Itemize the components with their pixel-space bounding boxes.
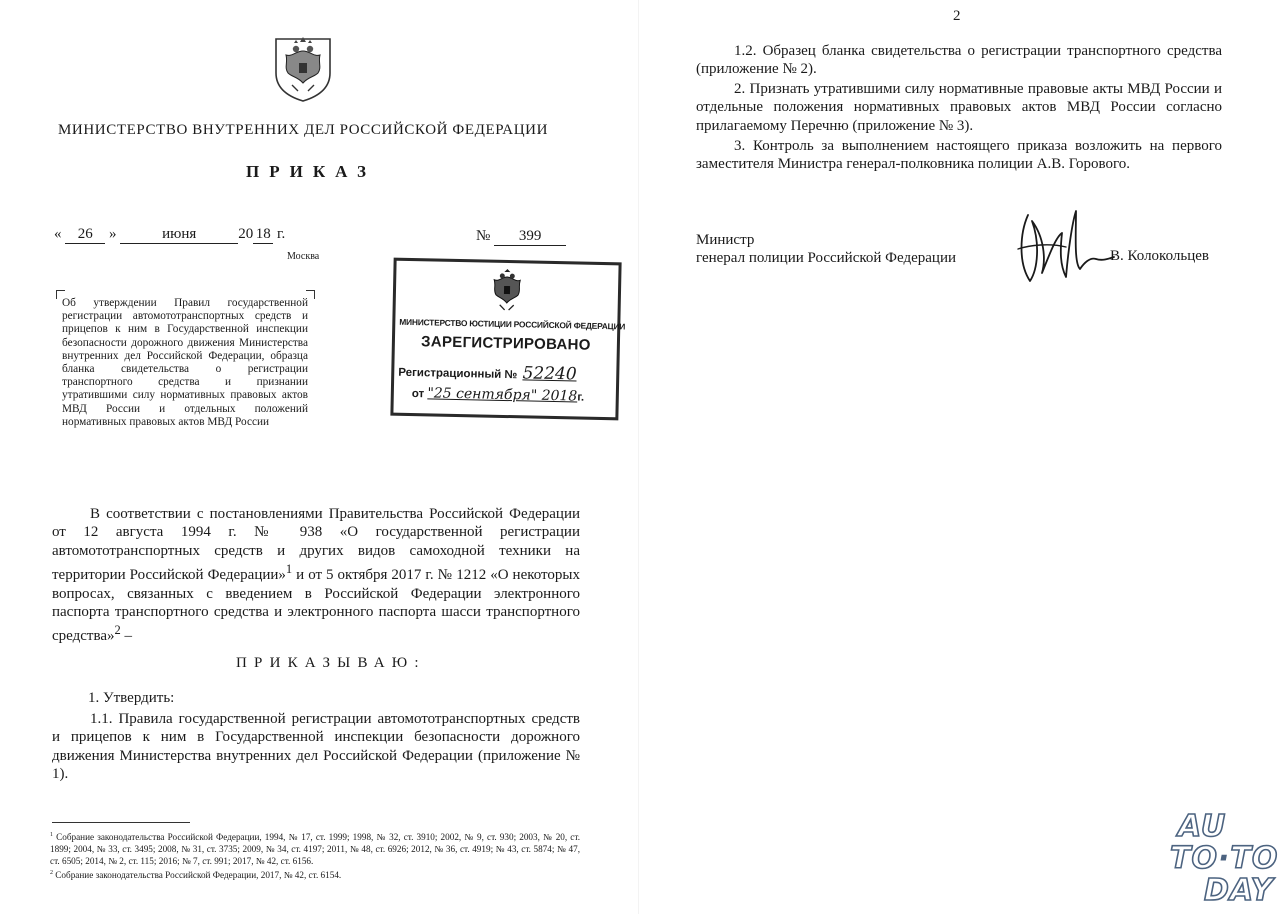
footnote-ref-1: 1: [285, 562, 293, 577]
footnotes: [50, 829, 580, 881]
preamble-part-3: –: [120, 628, 133, 645]
watermark-line-2: [1170, 841, 1279, 876]
stamp-date-value: "25 сентября" 2018: [427, 385, 578, 405]
stamp-date-line: [412, 385, 585, 405]
footnote-ref-2: 2: [114, 623, 121, 638]
minister-name: В. Колокольцев: [1110, 248, 1209, 264]
stamp-status: ЗАРЕГИСТРИРОВАНО: [420, 333, 591, 354]
order-subject: Об утверждении Правил государственной регистрации автомототранспортных средств и прицепов к ним в Государственной инспекции безопасности дорожного движения Министерства внутренних дел Российской Федерации, образца бланка свидетельства о регистрации транспортного средства и признании утратившими силу нормативных правовых актов МВД России и отдельных положений нормативных правовых актов МВД России: [62, 297, 308, 428]
coat-of-arms-icon: [272, 33, 334, 103]
stamp-reg-number-line: [398, 361, 577, 385]
preamble-part-2: и от 5 октября 2017 г. № 1212 «О некоторых вопросах, связанных с введением в Российской Федерации электронного паспорта транспортного средства и электронного паспорта шасси транспортного средства»: [52, 567, 580, 645]
number-label: №: [476, 228, 491, 244]
date-month: июня: [120, 226, 238, 244]
stamp-eagle-icon: [488, 269, 527, 312]
minister-title: [696, 231, 956, 267]
date-close-quote: »: [109, 226, 117, 242]
registration-stamp: [390, 258, 626, 421]
date-open-quote: «: [54, 226, 62, 242]
stamp-reg-label: Регистрационный №: [398, 366, 518, 382]
footnote-rule: [52, 822, 190, 823]
page-number: 2: [953, 8, 961, 24]
stamp-date-label: от: [411, 388, 425, 401]
watermark-dot-icon: ·: [1217, 841, 1231, 876]
preamble-paragraph: [52, 505, 580, 646]
date-year-mark: г.: [277, 226, 286, 242]
item-1-2: 1.2. Образец бланка свидетельства о регистрации транспортного средства (приложение № 2).: [696, 43, 1222, 78]
watermark-line-3: DAY: [1204, 873, 1274, 908]
item-3: 3. Контроль за выполнением настоящего приказа возложить на первого заместителя Министра генерал-полковника полиции А.В. Горового.: [696, 138, 1222, 173]
item-2: 2. Признать утратившими силу нормативные правовые акты МВД России и отдельные положения нормативных правовых актов МВД России согласно прилагаемому Перечню (приложение № 3).: [696, 81, 1222, 134]
minister-title-line-2: генерал полиции Российской Федерации: [696, 250, 957, 266]
date-year-prefix: 20: [238, 226, 254, 242]
watermark-line-2b: TO: [1230, 841, 1279, 876]
footnote-1-mark: 1: [50, 832, 53, 838]
decree-heading: ПРИКАЗЫВАЮ:: [236, 655, 426, 671]
item-1: 1. Утвердить:: [88, 690, 175, 706]
watermark-line-2a: TO: [1170, 841, 1218, 876]
order-title: ПРИКАЗ: [246, 162, 376, 181]
date-day: 26: [65, 226, 105, 244]
stamp-organization: МИНИСТЕРСТВО ЮСТИЦИИ РОССИЙСКОЙ ФЕДЕРАЦИИ: [399, 316, 626, 332]
watermark-line-1: AU: [1178, 809, 1227, 844]
order-number: [476, 228, 566, 246]
footnote-2-mark: 2: [50, 870, 53, 877]
date-year-suffix: 18: [253, 226, 273, 244]
footnote-1-text: Собрание законодательства Российской Федерации, 1994, № 17, ст. 1999; 1998, № 32, ст. 3910; 2002, № 9, ст. 930; 2003, № 20, ст. 1899; 2004, № 33, ст. 3495; 2008, № 31, ст. 3735; 2009, № 34, ст. 4197; 2011, № 48, ст. 6926; 2012, № 36, ст. 4919; № 43, ст. 5874; № 47, ст. 6505; 2014, № 2, ст. 115; 2016; № 7, ст. 991; 2017, № 42, ст. 6156.: [50, 832, 580, 867]
order-date: [54, 226, 285, 244]
item-1-1: 1.1. Правила государственной регистрации автомототранспортных средств и прицепов к ним в Государственной инспекции безопасности дорожного движения Министерства внутренних дел Российской Федерации (приложение № 1).: [52, 711, 580, 783]
stamp-date-suffix: г.: [577, 391, 585, 404]
number-value: 399: [494, 228, 566, 246]
handwritten-signature: [1010, 203, 1120, 289]
footnote-2-text: Собрание законодательства Российской Федерации, 2017, № 42, ст. 6154.: [55, 870, 342, 881]
preamble-part-1: В соответствии с постановлениями Правительства Российской Федерации от 12 августа 1994 г. № 938 «О государственной регистрации автомототранспортных средств и других видов самоходной техники на территории Российской Федерации»: [52, 506, 580, 584]
ministry-name: МИНИСТЕРСТВО ВНУТРЕННИХ ДЕЛ РОССИЙСКОЙ ФЕДЕРАЦИИ: [58, 122, 548, 138]
footnote-1: [50, 829, 580, 867]
minister-title-line-1: Министр: [696, 232, 755, 248]
footnote-2: [50, 867, 580, 881]
page-divider: [638, 0, 639, 914]
stamp-reg-number: 52240: [522, 363, 577, 385]
city: Москва: [287, 251, 320, 262]
